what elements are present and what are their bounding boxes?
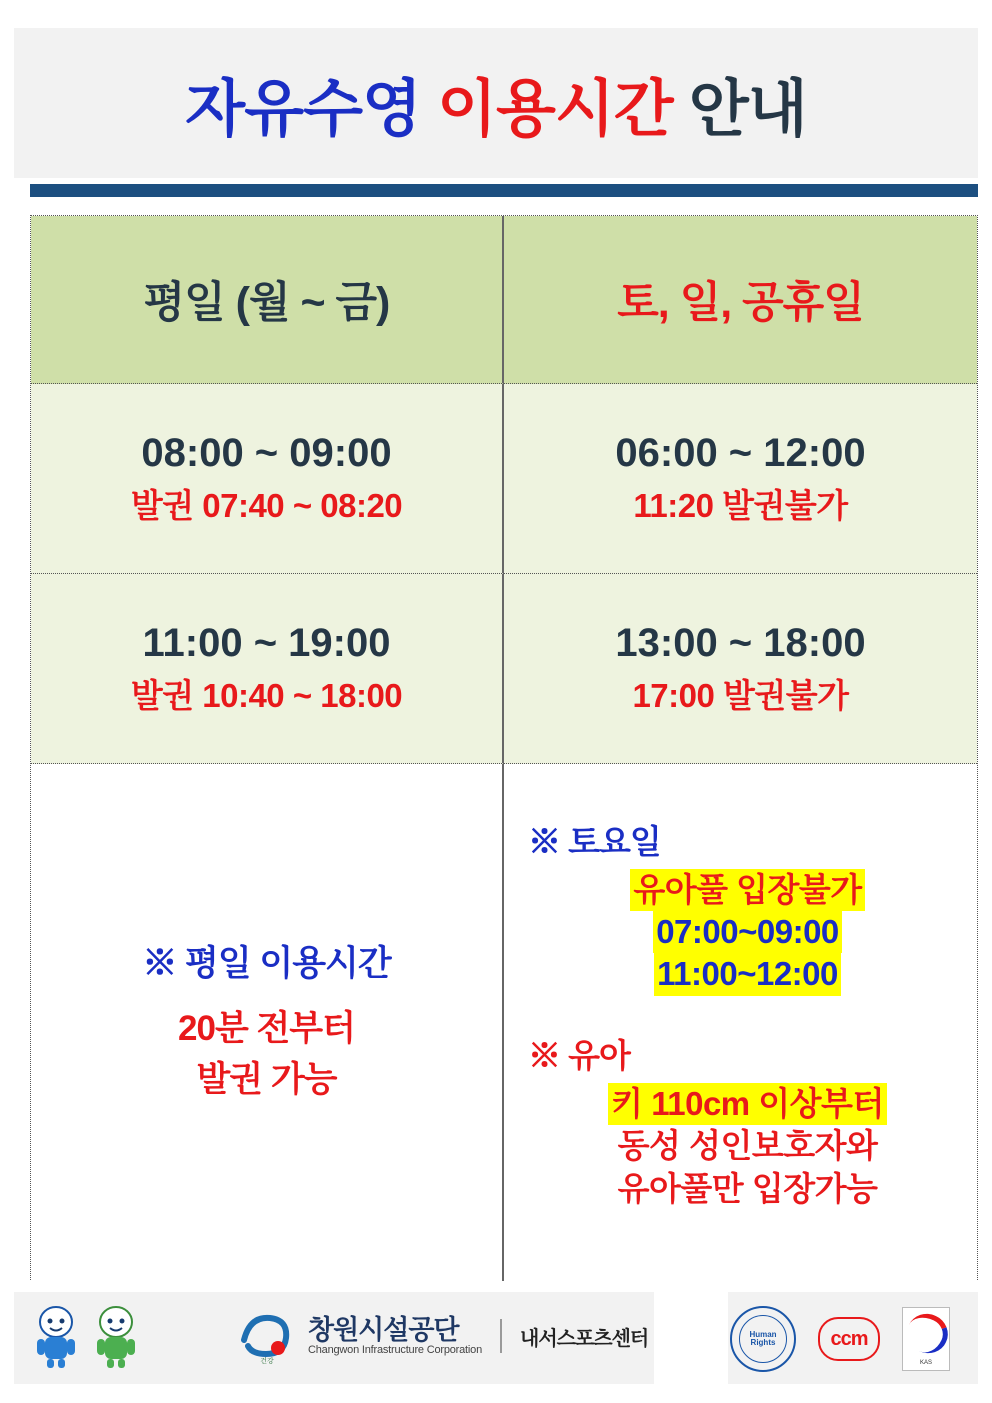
infant-notice-line1: 키 110cm 이상부터	[608, 1083, 887, 1125]
weekday-notice-line1: ※ 평일 이용시간	[142, 944, 391, 984]
human-rights-cert-label: Human Rights	[739, 1315, 787, 1363]
ccm-cert-label: ccm	[830, 1327, 868, 1350]
session-2-weekday-time: 11:00 ~ 19:00	[142, 620, 391, 665]
weekday-notice-line3: 발권 가능	[196, 1059, 337, 1099]
changwon-logo-icon	[236, 1308, 298, 1364]
ci-divider	[500, 1319, 502, 1353]
table-header-weekend-label: 토, 일, 공휴일	[617, 279, 864, 327]
corporate-identity	[236, 1308, 648, 1364]
page-title-part2: 이용시간	[437, 74, 673, 144]
corporate-name-en: Changwon Infrastructure Corporation	[308, 1344, 482, 1357]
branch-name: 내서스포츠센터	[520, 1327, 649, 1350]
table-notice-row	[31, 764, 977, 1281]
page-title	[185, 59, 806, 148]
saturday-notice-line3: 11:00~12:00	[654, 953, 841, 995]
page-title-part1: 자유수영	[185, 74, 438, 144]
session-1-weekday-note: 발권 07:40 ~ 08:20	[130, 486, 403, 524]
header-divider	[30, 184, 978, 197]
mascot-group	[30, 1304, 142, 1370]
weekday-notice-text	[142, 939, 390, 1105]
session-2-weekday	[31, 574, 504, 764]
table-header-weekday	[31, 216, 504, 384]
table-header-weekday-label: 평일 (월 ~ 금)	[143, 279, 390, 327]
session-2-weekend-note: 17:00 발권불가	[632, 676, 849, 714]
weekend-notice	[504, 764, 977, 1281]
kas-cert-icon	[902, 1307, 950, 1371]
session-1-weekend-time: 06:00 ~ 12:00	[615, 430, 866, 475]
session-1-weekend-note: 11:20 발권불가	[633, 486, 848, 524]
session-1-weekday-time: 08:00 ~ 09:00	[141, 430, 392, 475]
weekday-notice-line2: 20분 전부터	[178, 1009, 355, 1049]
infant-notice-heading: ※ 유아	[527, 1036, 630, 1074]
svg-text:건강: 건강	[260, 1358, 274, 1364]
table-row	[31, 384, 977, 574]
schedule-table	[30, 215, 978, 1280]
saturday-notice-heading: ※ 토요일	[527, 823, 661, 860]
infant-notice-line2: 동성 성인보호자와	[617, 1126, 878, 1164]
saturday-notice-line2: 07:00~09:00	[653, 911, 842, 953]
saturday-notice-body	[528, 869, 967, 996]
session-2-weekend	[504, 574, 977, 764]
footer	[14, 1292, 978, 1384]
session-1-weekend	[504, 384, 977, 574]
kas-swoosh	[901, 1307, 955, 1360]
corporate-name-kr: 창원시설공단	[308, 1314, 459, 1345]
corporate-identity-text	[308, 1316, 482, 1356]
saturday-notice-line1: 유아풀 입장불가	[630, 869, 864, 911]
mascot-blue-icon	[30, 1304, 82, 1370]
weekday-notice	[31, 764, 504, 1281]
ccm-cert-icon	[818, 1317, 880, 1361]
session-2-weekday-note: 발권 10:40 ~ 18:00	[130, 676, 403, 714]
session-1-weekday	[31, 384, 504, 574]
session-2-weekend-time: 13:00 ~ 18:00	[615, 620, 866, 665]
footer-gap	[654, 1292, 728, 1384]
kas-cert-label: KAS	[919, 1360, 932, 1367]
page-title-part3: 안내	[672, 74, 807, 144]
header-banner	[14, 28, 978, 178]
table-header-weekend	[504, 216, 977, 384]
infant-notice-line3: 유아풀만 입장가능	[617, 1169, 878, 1207]
table-row	[31, 574, 977, 764]
table-header-row	[31, 216, 977, 384]
human-rights-cert-icon	[730, 1306, 796, 1372]
certification-group	[730, 1306, 950, 1372]
mascot-green-icon	[90, 1304, 142, 1370]
infant-notice-body	[528, 1083, 967, 1211]
